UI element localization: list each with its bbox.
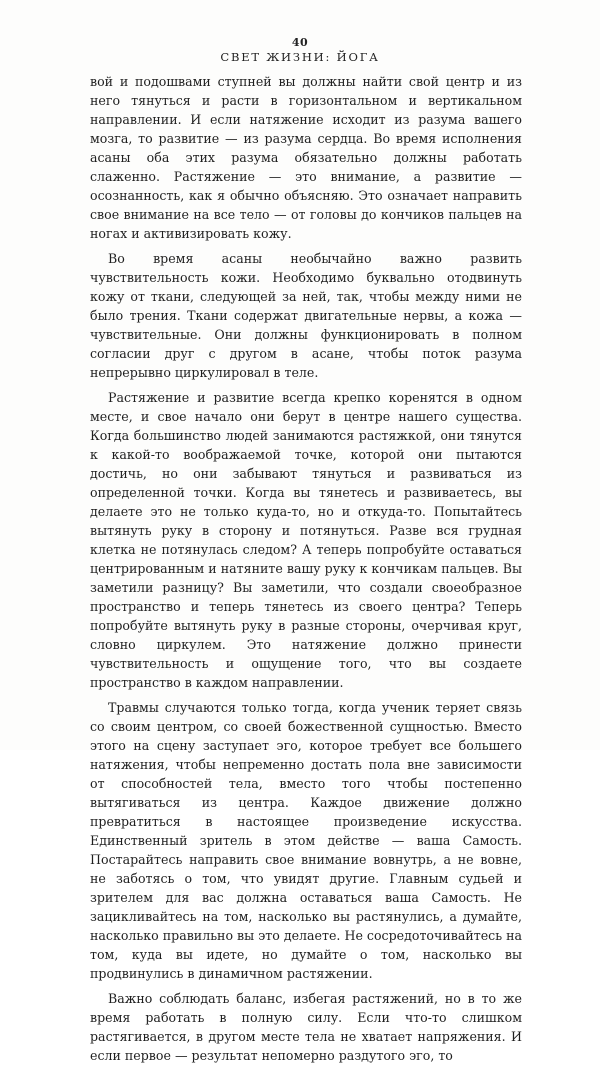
paragraph: Важно соблюдать баланс, избегая растяжений, но в то же время работать в полную силу. Если что-то слишком растягивается, в другом месте тела не хватает напряжения. И если первое — результат непомерно раздутого эго, то — [90, 991, 522, 1063]
paragraph: Травмы случаются только тогда, когда ученик теряет связь со своим центром, со своей божественной сущностью. Вместо этого на сцену заступает эго, которое требует все большего натяжения, чтобы непременно достать пола вне зависимости от способностей тела, вместо того чтобы постепенно вытягиваться из центра. Каждое движение должно превратиться в настоящее произведение искусства. Единственный зритель в этом действе — ваша Самость. Постарайтесь направить свое внимание вовнутрь, а не вовне, не заботясь о том, что увидят другие. Главным судьей и зрителем для вас должна оставаться ваша Самость. Не зацикливайтесь на том, насколько вы растянулись, а думайте, насколько правильно вы это делаете. Не сосредоточивайтесь на том, куда вы идете, но думайте о том, насколько вы продвинулись в динамичном растяжении. — [90, 700, 522, 981]
running-title: СВЕТ ЖИЗНИ: ЙОГА — [220, 50, 380, 64]
paragraph: вой и подошвами ступней вы должны найти свой центр и из него тянуться и расти в горизонтальном и вертикальном направлении. И если натяжение исходит из разума вашего мозга, то развитие — из разума сердца. Во время исполнения асаны оба этих разума обязательно должны работать слаженно. Растяжение — это внимание, а развитие — осознанность, как я обычно объясняю. Это означает направить свое внимание на все тело — от головы до кончиков пальцев на ногах и активизировать кожу. — [90, 74, 522, 241]
body-text — [90, 72, 522, 1065]
paragraph: Во время асаны необычайно важно развить чувствительность кожи. Необходимо буквально отодвинуть кожу от ткани, следующей за ней, так, чтобы между ними не было трения. Ткани содержат двигательные нервы, а кожа — чувствительные. Они должны функционировать в полном согласии друг с другом в асане, чтобы поток разума непрерывно циркулировал в теле. — [90, 251, 522, 380]
page-number: 40 — [291, 36, 309, 49]
paragraph: Растяжение и развитие всегда крепко коренятся в одном месте, и свое начало они берут в центре нашего существа. Когда большинство людей занимаются растяжкой, они тянутся к какой-то воображаемой точке, которой они пытаются достичь, но они забывают тянуться и развиваться из определенной точки. Когда вы тянетесь и развиваетесь, вы делаете это не только куда-то, но и откуда-то. Попытайтесь вытянуть руку в сторону и потянуться. Разве вся грудная клетка не потянулась следом? А теперь попробуйте оставаться центрированным и натяните вашу руку к кончикам пальцев. Вы заметили разницу? Вы заметили, что создали своеобразное пространство и теперь тянетесь из своего центра? Теперь попробуйте вытянуть руку в разные стороны, очерчивая круг, словно циркулем. Это натяжение должно принести чувствительность и ощущение того, что вы создаете пространство в каждом направлении. — [90, 390, 522, 690]
